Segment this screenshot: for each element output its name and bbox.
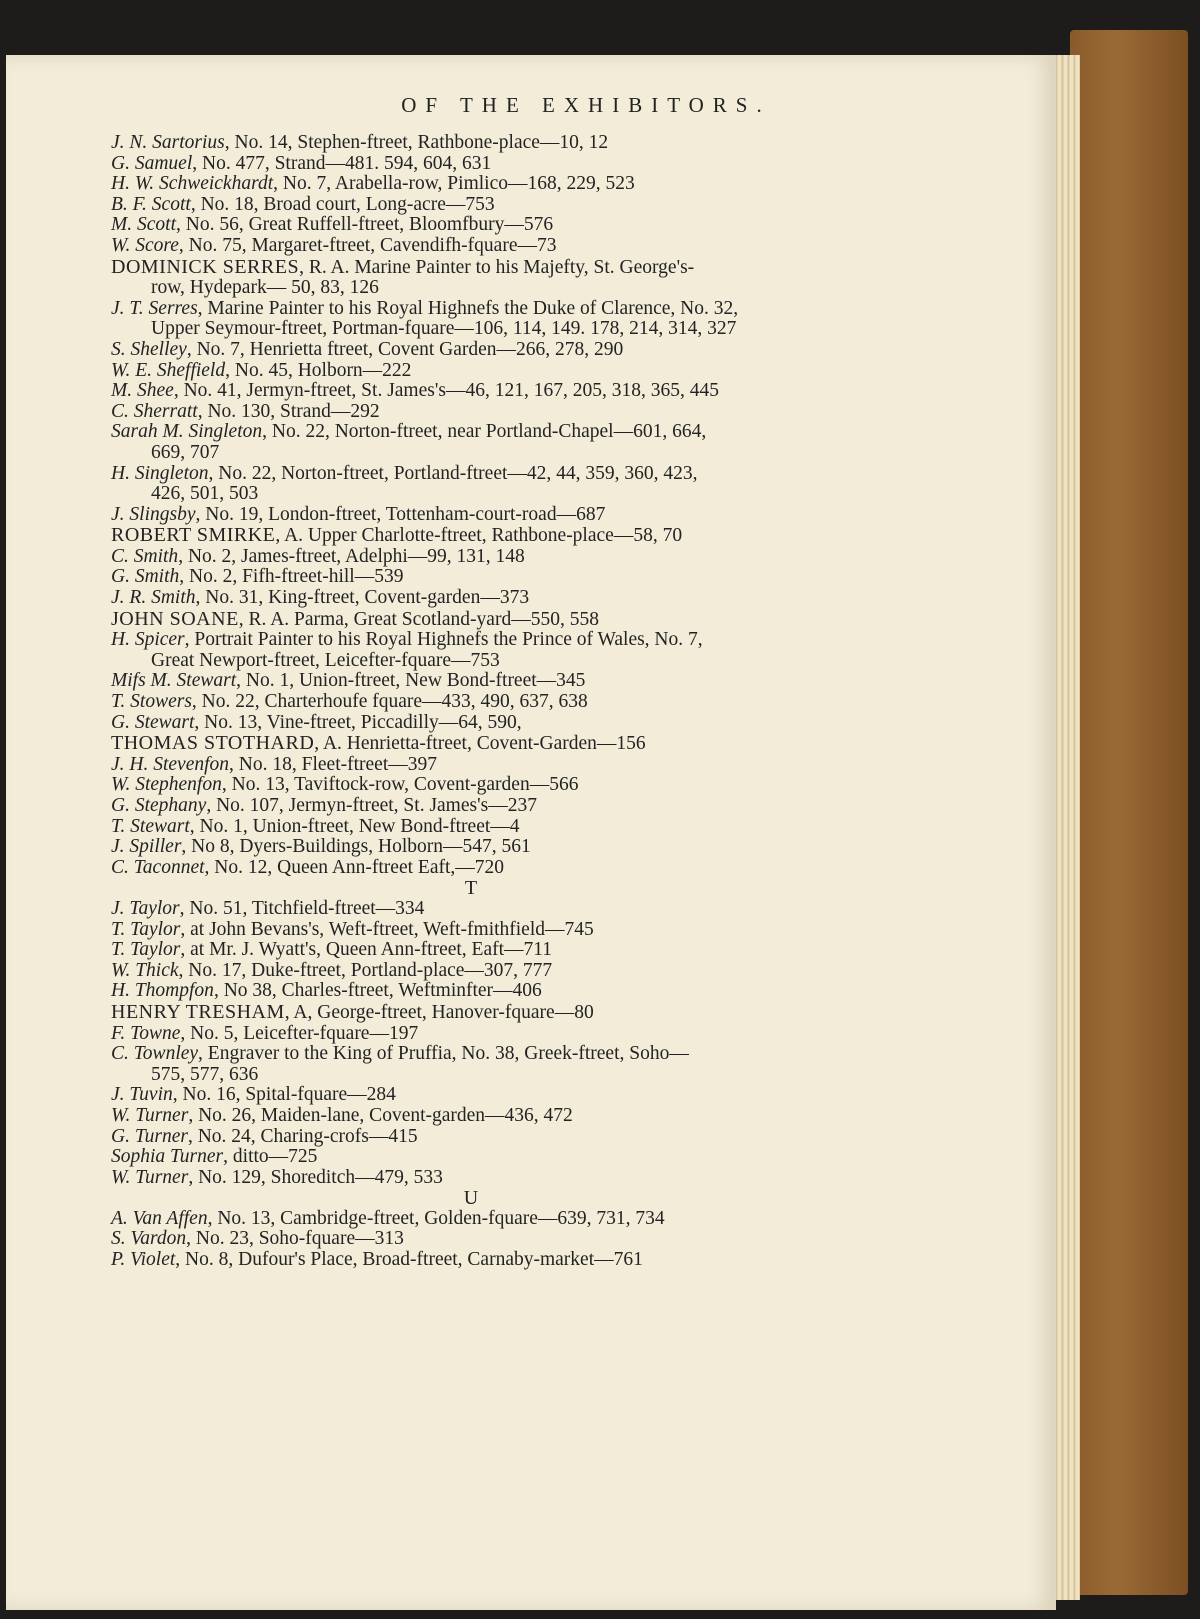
continuation-text: Great Newport-ftreet, Leicefter-fquare—753 bbox=[151, 649, 500, 671]
exhibitor-entry bbox=[111, 1147, 831, 1168]
exhibitor-name: C. Taconnet bbox=[111, 856, 205, 878]
exhibitor-name: W. E. Sheffield bbox=[111, 359, 226, 381]
section-letter: U bbox=[463, 1187, 479, 1210]
exhibitor-entry bbox=[111, 981, 831, 1002]
exhibitor-name: J. R. Smith bbox=[111, 587, 196, 609]
exhibitor-entry-continuation bbox=[111, 1065, 831, 1086]
exhibitor-entry bbox=[111, 1127, 831, 1148]
exhibitor-details: , No. 75, Margaret-ftreet, Cavendifh-fquare—73 bbox=[178, 234, 557, 256]
book-page bbox=[6, 55, 1056, 1610]
exhibitor-details: , No. 18, Broad court, Long-acre—753 bbox=[190, 193, 495, 215]
exhibitor-name: Sarah M. Singleton bbox=[111, 421, 263, 443]
exhibitor-name: H. Singleton bbox=[111, 462, 209, 484]
exhibitor-entry bbox=[111, 837, 831, 858]
exhibitor-details: , No. 31, King-ftreet, Covent-garden—373 bbox=[195, 587, 530, 609]
exhibitor-entry-continuation bbox=[111, 651, 831, 672]
exhibitor-details: , No. 5, Leicefter-fquare—197 bbox=[180, 1022, 419, 1044]
exhibitor-name: J. T. Serres bbox=[111, 297, 198, 319]
exhibitor-details: , No. 19, London-ftreet, Tottenham-court-road—687 bbox=[195, 503, 606, 525]
exhibitor-name: HENRY TRESHAM bbox=[111, 1000, 285, 1023]
exhibitor-details: , No. 22, Charterhoufe fquare—433, 490, 637, 638 bbox=[191, 691, 588, 713]
exhibitor-entry bbox=[111, 775, 831, 796]
exhibitor-name: W. Thick bbox=[111, 959, 179, 981]
exhibitor-entry bbox=[111, 899, 831, 920]
exhibitor-details: , No. 22, Norton-ftreet, Portland-ftreet—42, 44, 359, 360, 423, bbox=[208, 462, 698, 484]
exhibitor-entry bbox=[111, 671, 831, 692]
exhibitor-name: T. Taylor bbox=[111, 918, 181, 940]
running-head: OF THE EXHIBITORS. bbox=[401, 93, 771, 117]
exhibitor-name: J. Tuvin bbox=[111, 1084, 173, 1106]
exhibitor-details: , at John Bevans's, Weft-ftreet, Weft-fmithfield—745 bbox=[180, 918, 594, 940]
exhibitor-entry bbox=[111, 961, 831, 982]
exhibitor-name: F. Towne bbox=[111, 1022, 181, 1044]
exhibitor-entry bbox=[111, 299, 831, 320]
exhibitor-name: J. Slingsby bbox=[111, 503, 196, 525]
exhibitor-name: G. Stephany bbox=[111, 795, 207, 816]
exhibitor-name: A. Van Affen bbox=[111, 1207, 208, 1229]
exhibitor-details: , at Mr. J. Wyatt's, Queen Ann-ftreet, Eaft—711 bbox=[180, 939, 553, 961]
exhibitor-details: , Engraver to the King of Pruffia, No. 38, Greek-ftreet, Soho— bbox=[198, 1043, 689, 1065]
exhibitor-details: , No. 51, Titchfield-ftreet—334 bbox=[179, 897, 425, 919]
exhibitor-name: JOHN SOANE bbox=[111, 607, 239, 630]
exhibitor-name: G. Smith bbox=[111, 566, 180, 588]
exhibitor-name: J. H. Stevenfon bbox=[111, 753, 230, 775]
exhibitor-name: G. Turner bbox=[111, 1125, 188, 1147]
exhibitor-entry bbox=[111, 817, 831, 838]
exhibitor-details: , ditto—725 bbox=[223, 1146, 318, 1168]
continuation-text: 669, 707 bbox=[151, 441, 220, 463]
exhibitor-name: C. Sherratt bbox=[111, 400, 198, 422]
exhibitor-name: W. Turner bbox=[111, 1166, 189, 1188]
exhibitor-entry bbox=[111, 920, 831, 941]
exhibitor-details: , No. 45, Holborn—222 bbox=[225, 359, 412, 381]
exhibitor-name: ROBERT SMIRKE bbox=[111, 524, 276, 547]
exhibitor-entry bbox=[111, 154, 831, 175]
exhibitor-name: W. Turner bbox=[111, 1104, 189, 1126]
exhibitor-entry bbox=[111, 381, 831, 402]
exhibitor-entry bbox=[111, 422, 831, 443]
exhibitor-name: T. Stowers bbox=[111, 691, 192, 713]
exhibitor-entry-continuation bbox=[111, 443, 831, 464]
exhibitor-name: G. Stewart bbox=[111, 711, 195, 733]
exhibitor-entry bbox=[111, 257, 831, 279]
exhibitor-entry bbox=[111, 525, 831, 547]
exhibitor-entry bbox=[111, 174, 831, 195]
exhibitor-entry bbox=[111, 567, 831, 588]
exhibitor-details: , No. 41, Jermyn-ftreet, St. James's—46, 121, 167, 205, 318, 365, 445 bbox=[173, 380, 719, 402]
exhibitor-name: H. Spicer bbox=[111, 629, 185, 651]
exhibitor-entry bbox=[111, 630, 831, 651]
exhibitor-entry bbox=[111, 1168, 831, 1189]
exhibitor-entry bbox=[111, 1250, 831, 1271]
exhibitor-entry bbox=[111, 1229, 831, 1250]
exhibitor-entry bbox=[111, 340, 831, 361]
exhibitor-entry-continuation bbox=[111, 278, 831, 299]
exhibitor-details: , No. 130, Strand—292 bbox=[197, 400, 380, 422]
exhibitor-entry bbox=[111, 195, 831, 216]
exhibitor-details: , No. 8, Dufour's Place, Broad-ftreet, Carnaby-market—761 bbox=[175, 1249, 643, 1271]
exhibitor-name: Sophia Turner bbox=[111, 1146, 224, 1168]
exhibitor-entry bbox=[111, 755, 831, 776]
exhibitor-name: G. Samuel bbox=[111, 152, 193, 174]
exhibitor-details: , No. 26, Maiden-lane, Covent-garden—436, 472 bbox=[188, 1104, 573, 1126]
exhibitor-name: C. Townley bbox=[111, 1043, 199, 1065]
exhibitor-name: T. Stewart bbox=[111, 815, 190, 837]
exhibitor-entry bbox=[111, 547, 831, 568]
exhibitor-details: , A, George-ftreet, Hanover-fquare—80 bbox=[284, 1001, 594, 1023]
exhibitor-details: , No. 477, Strand—481. 594, 604, 631 bbox=[192, 152, 492, 174]
exhibitor-entry bbox=[111, 609, 831, 631]
exhibitor-name: B. F. Scott bbox=[111, 193, 191, 215]
continuation-text: row, Hydepark— 50, 83, 126 bbox=[151, 277, 379, 299]
exhibitor-entry bbox=[111, 692, 831, 713]
exhibitor-details: , Marine Painter to his Royal Highnefs the Duke of Clarence, No. 32, bbox=[197, 297, 739, 319]
exhibitor-name: S. Vardon bbox=[111, 1228, 187, 1250]
exhibitor-name: P. Violet bbox=[111, 1249, 176, 1271]
exhibitor-details: , No. 22, Norton-ftreet, near Portland-Chapel—601, 664, bbox=[262, 421, 707, 443]
exhibitor-details: , No. 7, Arabella-row, Pimlico—168, 229, 523 bbox=[273, 173, 635, 195]
exhibitor-details: , No. 16, Spital-fquare—284 bbox=[172, 1084, 396, 1106]
exhibitor-details: , No. 56, Great Ruffell-ftreet, Bloomfbury—576 bbox=[175, 214, 554, 236]
exhibitor-entry bbox=[111, 1044, 831, 1065]
exhibitor-entry bbox=[111, 733, 831, 755]
exhibitor-name: H. Thompfon bbox=[111, 980, 214, 1002]
exhibitor-name: M. Scott bbox=[111, 214, 176, 236]
book-cover-edge bbox=[1070, 30, 1188, 1595]
exhibitor-name: M. Shee bbox=[111, 380, 174, 402]
exhibitor-entry bbox=[111, 1024, 831, 1045]
exhibitor-details: , No. 1, Union-ftreet, New Bond-ftreet—4 bbox=[189, 815, 520, 837]
exhibitor-entry bbox=[111, 588, 831, 609]
exhibitor-details: , No. 12, Queen Ann-ftreet Eaft,—720 bbox=[204, 856, 505, 878]
exhibitor-name: J. Taylor bbox=[111, 897, 180, 919]
exhibitor-name: W. Stephenfon bbox=[111, 774, 222, 796]
exhibitor-entry bbox=[111, 1002, 831, 1024]
exhibitor-entry bbox=[111, 713, 831, 734]
exhibitor-name: Mifs M. Stewart bbox=[111, 670, 237, 692]
exhibitor-details: , No 38, Charles-ftreet, Weftminfter—406 bbox=[213, 980, 542, 1002]
exhibitor-name: DOMINICK SERRES bbox=[111, 255, 300, 278]
section-letter: T bbox=[464, 877, 478, 900]
exhibitor-name: H. W. Schweickhardt bbox=[111, 173, 274, 195]
continuation-text: 426, 501, 503 bbox=[151, 483, 259, 505]
exhibitor-name: S. Shelley bbox=[111, 338, 187, 360]
exhibitor-entry bbox=[111, 858, 831, 879]
exhibitor-details: , No. 18, Fleet-ftreet—397 bbox=[229, 753, 437, 775]
exhibitor-entry-continuation bbox=[111, 484, 831, 505]
exhibitor-entry-continuation bbox=[111, 319, 831, 340]
exhibitor-entry bbox=[111, 1209, 831, 1230]
exhibitor-details: , No. 1, Union-ftreet, New Bond-ftreet—345 bbox=[236, 670, 586, 692]
exhibitor-entry bbox=[111, 133, 831, 154]
exhibitor-details: , No 8, Dyers-Buildings, Holborn—547, 561 bbox=[181, 836, 531, 858]
exhibitor-entry bbox=[111, 402, 831, 423]
exhibitor-entry bbox=[111, 1106, 831, 1127]
continuation-text: Upper Seymour-ftreet, Portman-fquare—106, 114, 149. 178, 214, 314, 327 bbox=[151, 318, 737, 340]
exhibitor-entry bbox=[111, 215, 831, 236]
exhibitor-name: C. Smith bbox=[111, 545, 179, 567]
exhibitor-details: , A. Upper Charlotte-ftreet, Rathbone-place—58, 70 bbox=[275, 525, 683, 547]
exhibitor-details: , No. 13, Vine-ftreet, Piccadilly—64, 590, bbox=[194, 711, 522, 733]
exhibitor-entry bbox=[111, 464, 831, 485]
exhibitor-details: , No. 2, James-ftreet, Adelphi—99, 131, 148 bbox=[178, 545, 525, 567]
exhibitor-details: , R. A. Parma, Great Scotland-yard—550, 558 bbox=[238, 608, 599, 630]
exhibitor-entry bbox=[111, 940, 831, 961]
exhibitor-name: T. Taylor bbox=[111, 939, 181, 961]
exhibitor-entry bbox=[111, 505, 831, 526]
exhibitor-list bbox=[111, 133, 831, 1271]
exhibitor-name: THOMAS STOTHARD bbox=[111, 732, 315, 755]
exhibitor-name: J. Spiller bbox=[111, 836, 182, 858]
exhibitor-details: , No. 23, Soho-fquare—313 bbox=[186, 1228, 404, 1250]
exhibitor-details: , Portrait Painter to his Royal Highnefs the Prince of Wales, No. 7, bbox=[184, 629, 703, 651]
exhibitor-details: , No. 129, Shoreditch—479, 533 bbox=[188, 1166, 443, 1188]
exhibitor-entry bbox=[111, 236, 831, 257]
exhibitor-details: , No. 24, Charing-crofs—415 bbox=[187, 1125, 418, 1147]
exhibitor-details: , A. Henrietta-ftreet, Covent-Garden—156 bbox=[314, 733, 646, 755]
exhibitor-name: J. N. Sartorius bbox=[111, 132, 225, 153]
exhibitor-name: W. Score bbox=[111, 234, 179, 256]
exhibitor-details: , No. 7, Henrietta ftreet, Covent Garden—266, 278, 290 bbox=[186, 338, 624, 360]
exhibitor-details: , R. A. Marine Painter to his Majefty, St. George's- bbox=[299, 256, 695, 278]
exhibitor-details: , No. 107, Jermyn-ftreet, St. James's—237 bbox=[206, 795, 537, 816]
exhibitor-entry bbox=[111, 796, 831, 817]
exhibitor-details: , No. 13, Cambridge-ftreet, Golden-fquare—639, 731, 734 bbox=[207, 1207, 665, 1229]
exhibitor-details: , No. 14, Stephen-ftreet, Rathbone-place—10, 12 bbox=[224, 132, 609, 153]
exhibitor-entry bbox=[111, 361, 831, 382]
continuation-text: 575, 577, 636 bbox=[151, 1063, 259, 1085]
exhibitor-details: , No. 17, Duke-ftreet, Portland-place—307, 777 bbox=[178, 959, 553, 981]
exhibitor-details: , No. 2, Fifh-ftreet-hill—539 bbox=[179, 566, 404, 588]
exhibitor-details: , No. 13, Taviftock-row, Covent-garden—566 bbox=[221, 774, 579, 796]
exhibitor-entry bbox=[111, 1085, 831, 1106]
